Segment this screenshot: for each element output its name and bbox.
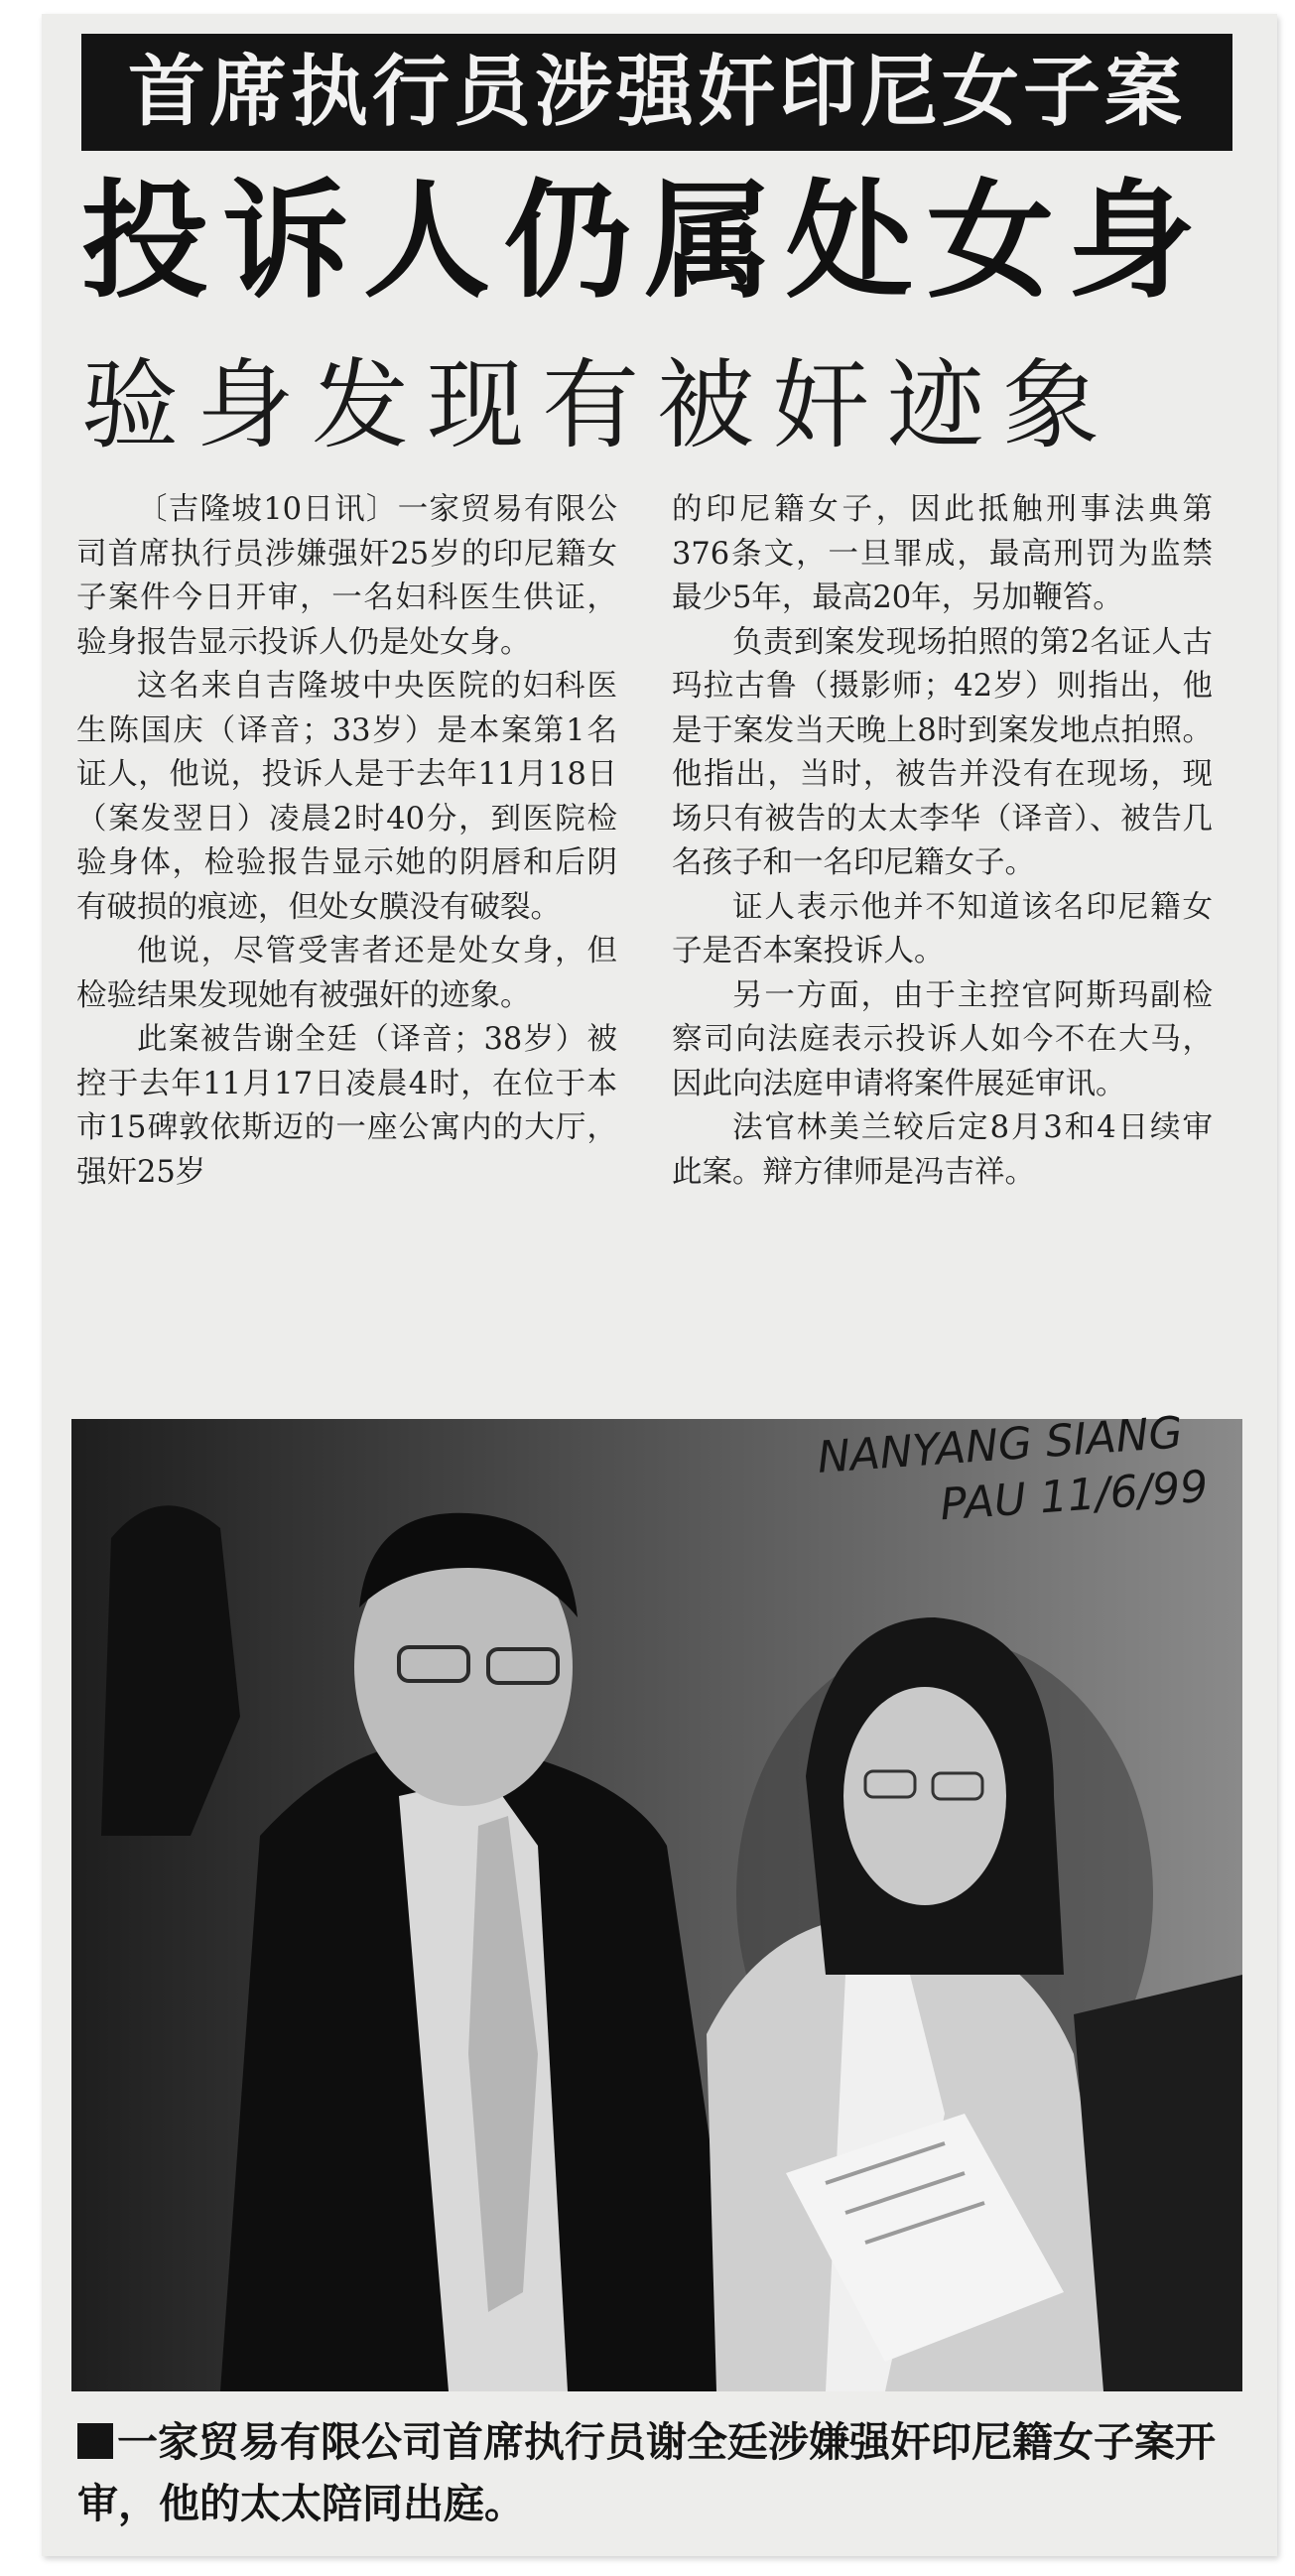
article-column-right [672, 488, 1213, 1195]
caption-square-icon [77, 2423, 113, 2459]
paragraph: 证人表示他并不知道该名印尼籍女子是否本案投诉人。 [672, 889, 1213, 968]
paragraph: 的印尼籍女子，因此抵触刑事法典第376条文，一旦罪成，最高刑罚为监禁最少5年，最高20年，另加鞭笞。 [672, 492, 1213, 615]
subheadline: 验身发现有被奸迹象 [81, 349, 1118, 462]
news-photo [71, 1419, 1242, 2391]
paragraph: 法官林美兰较后定8月3和4日续审此案。辩方律师是冯吉祥。 [672, 1110, 1213, 1190]
newspaper-clipping [42, 14, 1277, 2556]
stamp-line: PAU 11/6/99 [938, 1461, 1210, 1531]
article-column-left [76, 488, 617, 1195]
paragraph: 这名来自吉隆坡中央医院的妇科医生陈国庆（译音；33岁）是本案第1名证人，他说，投诉人是于去年11月18日（案发翌日）凌晨2时40分，到医院检验身体，检验报告显示她的阴唇和后阴有破损的痕迹，但处女膜没有破裂。 [76, 669, 617, 925]
paragraph: 〔吉隆坡10日讯〕一家贸易有限公司首席执行员涉嫌强奸25岁的印尼籍女子案件今日开审，一名妇科医生供证，验身报告显示投诉人仍是处女身。 [76, 492, 617, 660]
caption-text: 一家贸易有限公司首席执行员谢全廷涉嫌强奸印尼籍女子案开审，他的太太陪同出庭。 [77, 2418, 1216, 2527]
kicker-banner: 首席执行员涉强奸印尼女子案 [81, 34, 1232, 151]
paragraph: 另一方面，由于主控官阿斯玛副检察司向法庭表示投诉人如今不在大马，因此向法庭申请将案件展延审讯。 [672, 977, 1213, 1101]
paragraph: 此案被告谢全廷（译音；38岁）被控于去年11月17日凌晨4时，在位于本市15碑敦依斯迈的一座公寓内的大厅，强奸25岁 [76, 1022, 617, 1190]
paragraph: 他说，尽管受害者还是处女身，但检验结果发现她有被强奸的迹象。 [76, 934, 617, 1013]
stamp-line: NANYANG SIANG [816, 1407, 1185, 1483]
photo-caption [77, 2411, 1248, 2534]
paragraph: 负责到案发现场拍照的第2名证人古玛拉古鲁（摄影师；42岁）则指出，他是于案发当天晚上8时到案发地点拍照。他指出，当时，被告并没有在现场，现场只有被告的太太李华（译音）、被告几名孩子和一名印尼籍女子。 [672, 624, 1213, 880]
photo-illustration [71, 1419, 1242, 2391]
headline: 投诉人仍属处女身 [81, 168, 1210, 316]
